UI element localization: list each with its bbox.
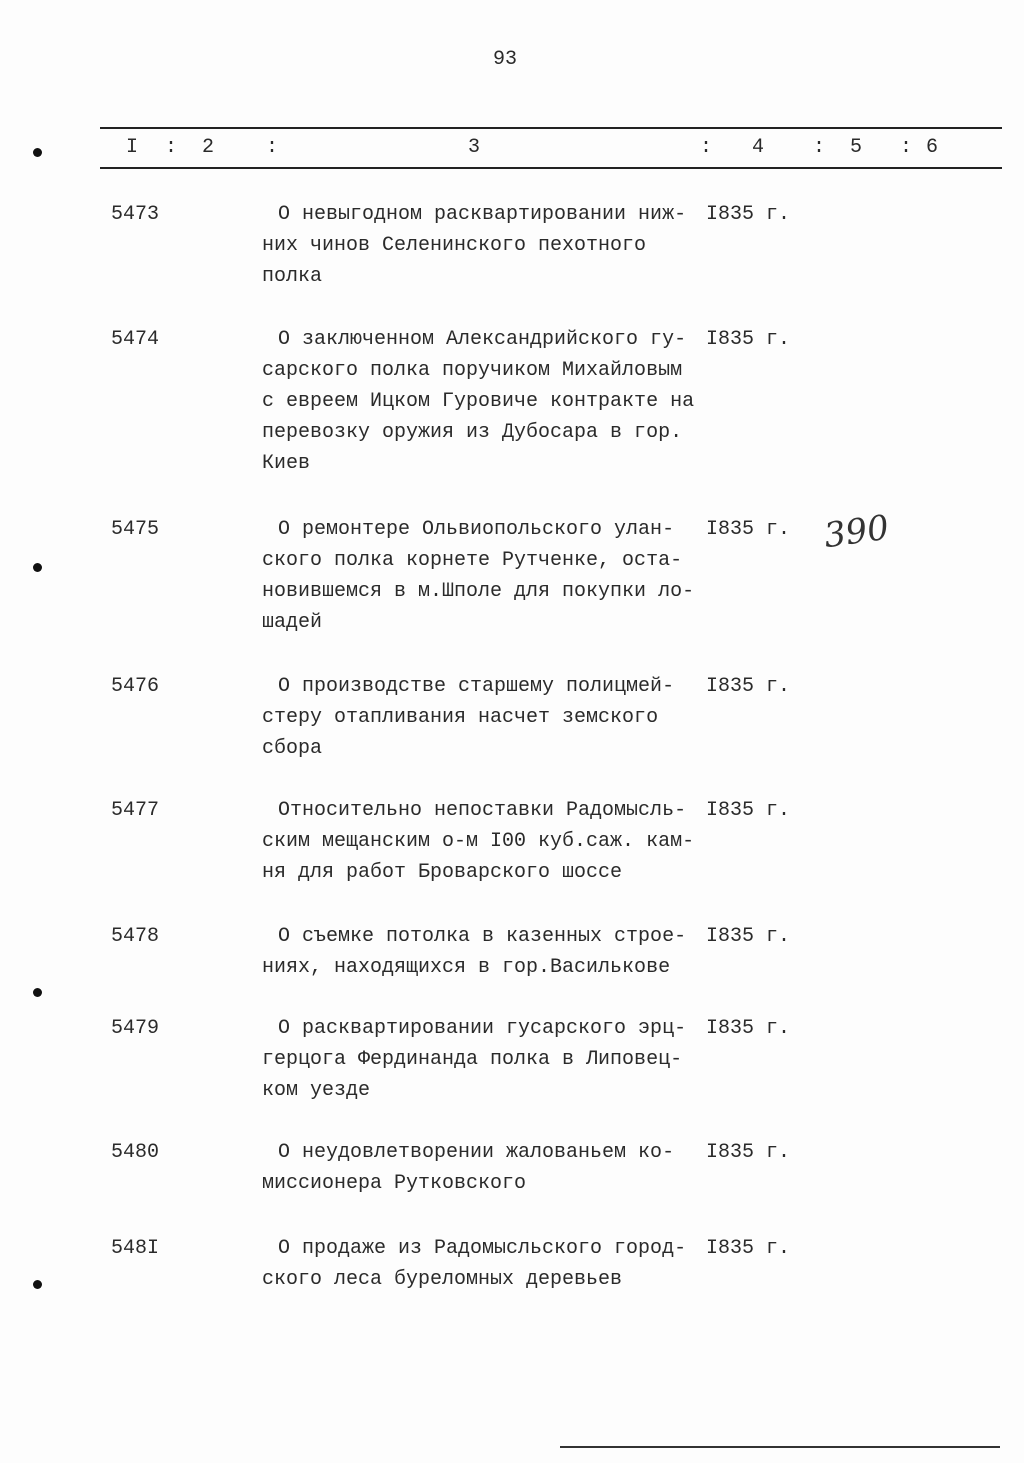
entry-number: 5480: [111, 1141, 160, 1164]
entry-title-line: шадей: [262, 611, 323, 634]
header-col4: 4: [752, 136, 765, 159]
entry-title-line: сбора: [262, 737, 323, 760]
entry-title-line: перевозку оружия из Дубосара в гор.: [262, 421, 683, 444]
header-sep: :: [813, 136, 826, 159]
entry-title-line: ниях, находящихся в гор.Василькове: [262, 956, 671, 979]
entry-number: 5475: [111, 518, 160, 541]
entry-title-line: О съемке потолка в казенных строе-: [278, 925, 687, 948]
entry-title-line: О неудовлетворении жалованьем ко-: [278, 1141, 675, 1164]
header-col6: 6: [926, 136, 939, 159]
entry-title-line: Киев: [262, 452, 311, 475]
entry-title-line: ским мещанским о-м I00 куб.саж. кам-: [262, 830, 695, 853]
entry-date: I835 г.: [706, 1017, 791, 1040]
entry-title-line: миссионера Рутковского: [262, 1172, 527, 1195]
entry-date: I835 г.: [706, 675, 791, 698]
entry-title-line: ского полка корнете Рутченке, оста-: [262, 549, 683, 572]
entry-title-line: Относительно непоставки Радомысль-: [278, 799, 687, 822]
header-col3: 3: [468, 136, 481, 159]
entry-number: 5473: [111, 203, 160, 226]
header-rule-top: [100, 127, 1002, 129]
entry-number: 5478: [111, 925, 160, 948]
entry-title-line: ского леса буреломных деревьев: [262, 1268, 623, 1291]
punch-hole: [33, 1280, 42, 1289]
entry-title-line: сарского полка поручиком Михайловым: [262, 359, 683, 382]
entry-date: I835 г.: [706, 799, 791, 822]
page-number: 93: [493, 48, 518, 71]
entry-date: I835 г.: [706, 1141, 791, 1164]
header-col5: 5: [850, 136, 863, 159]
entry-date: I835 г.: [706, 925, 791, 948]
entry-title-line: с евреем Ицком Гуровиче контракте на: [262, 390, 695, 413]
entry-title-line: О невыгодном расквартировании ниж-: [278, 203, 687, 226]
entry-date: I835 г.: [706, 203, 791, 226]
entry-title-line: О производстве старшему полицмей-: [278, 675, 675, 698]
entry-title-line: О заключенном Александрийского гу-: [278, 328, 687, 351]
header-sep: :: [700, 136, 713, 159]
entry-title-line: ня для работ Броварского шоссе: [262, 861, 623, 884]
entry-title-line: новившемся в м.Шполе для покупки ло-: [262, 580, 695, 603]
entry-title-line: О продаже из Радомысльского город-: [278, 1237, 687, 1260]
punch-hole: [33, 988, 42, 997]
entry-number: 5476: [111, 675, 160, 698]
entry-title-line: полка: [262, 265, 323, 288]
header-rule-bottom: [100, 167, 1002, 169]
header-sep: :: [266, 136, 279, 159]
entry-title-line: стеру отапливания насчет земского: [262, 706, 659, 729]
entry-title-line: О ремонтере Ольвиопольского улан-: [278, 518, 675, 541]
header-col2: 2: [202, 136, 215, 159]
header-sep: :: [900, 136, 913, 159]
entry-date: I835 г.: [706, 328, 791, 351]
entry-title-line: них чинов Селенинского пехотного: [262, 234, 647, 257]
entry-date: I835 г.: [706, 1237, 791, 1260]
entry-number: 5474: [111, 328, 160, 351]
entry-number: 5479: [111, 1017, 160, 1040]
entry-title-line: герцога Фердинанда полка в Липовец-: [262, 1048, 683, 1071]
punch-hole: [33, 563, 42, 572]
entry-number: 548I: [111, 1237, 160, 1260]
handwritten-note: 390: [821, 507, 892, 557]
punch-hole: [33, 148, 42, 157]
entry-date: I835 г.: [706, 518, 791, 541]
entry-title-line: ком уезде: [262, 1079, 371, 1102]
bottom-rule: [560, 1446, 1000, 1448]
entry-number: 5477: [111, 799, 160, 822]
header-sep: :: [165, 136, 178, 159]
entry-title-line: О расквартировании гусарского эрц-: [278, 1017, 687, 1040]
header-col1: I: [126, 136, 139, 159]
